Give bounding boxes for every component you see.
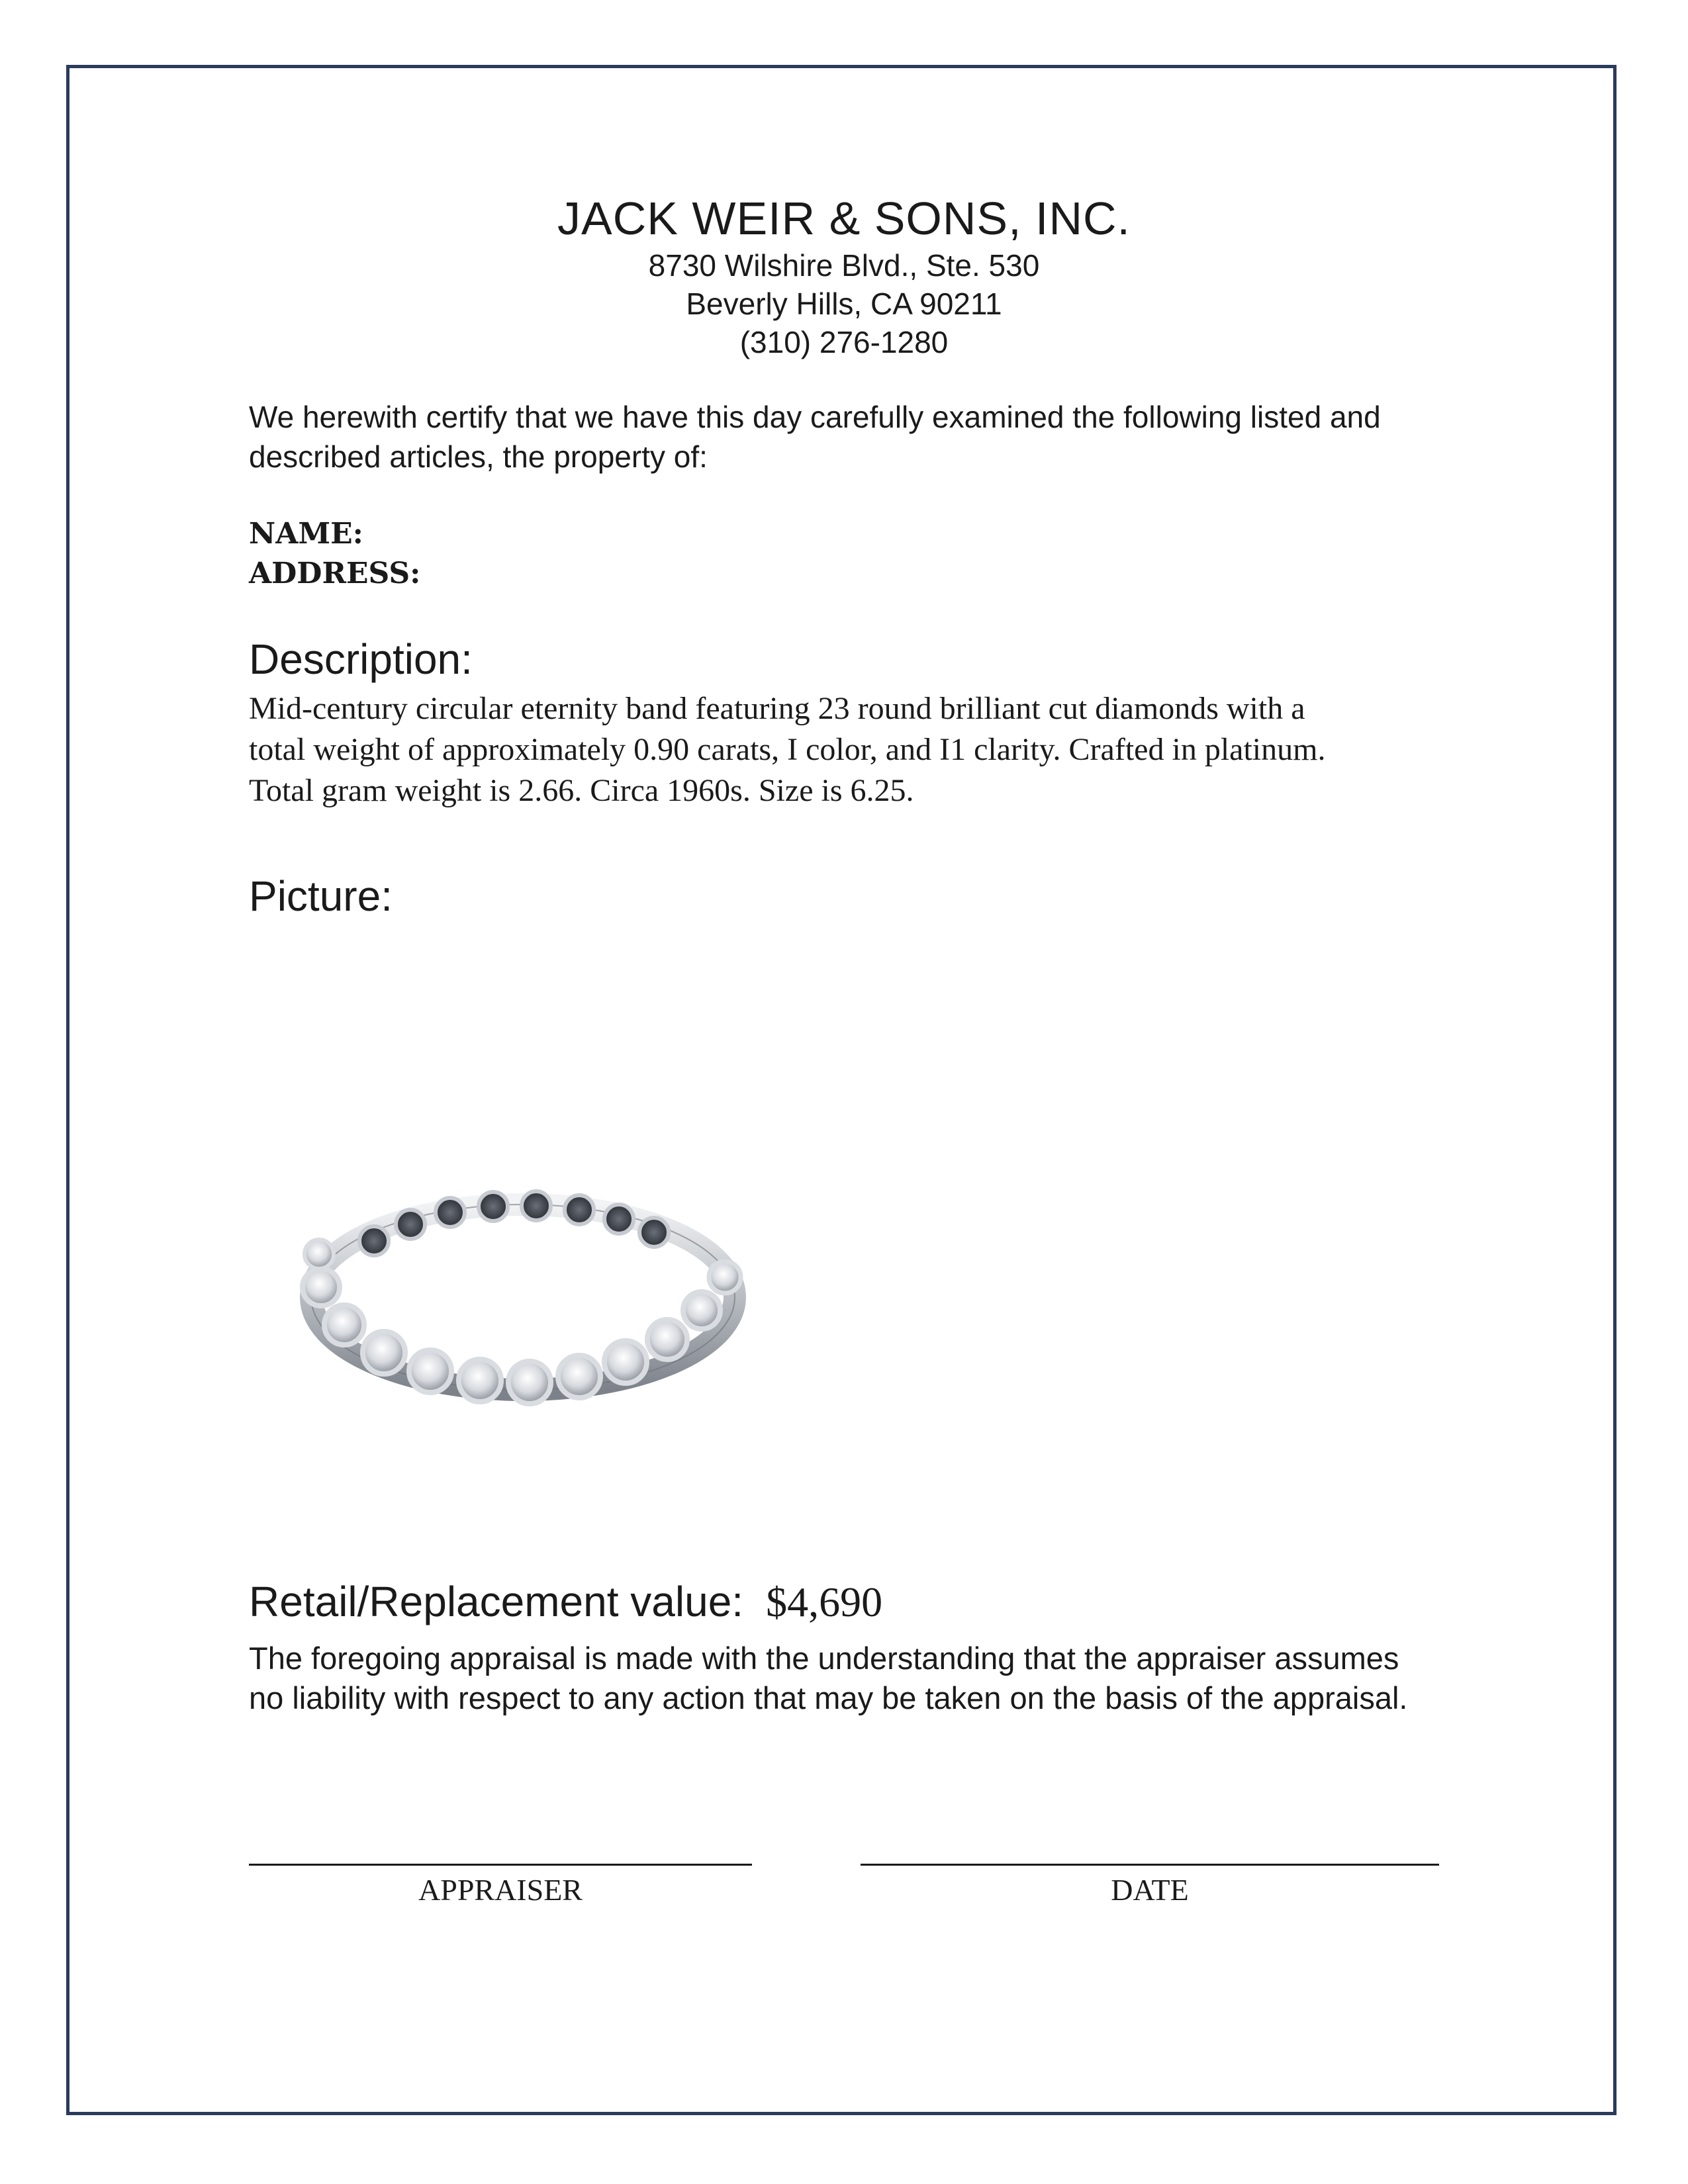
address-line-2: Beverly Hills, CA 90211 — [686, 287, 1002, 321]
valuation-label: Retail/Replacement value: — [249, 1578, 744, 1625]
disclaimer-text — [249, 1639, 1474, 1718]
certification-line-2: described articles, the property of: — [249, 439, 708, 474]
valuation-amount: $4,690 — [766, 1578, 883, 1625]
certification-line-1: We herewith certify that we have this day carefully examined the following listed and — [249, 400, 1381, 434]
description-line-3: Total gram weight is 2.66. Circa 1960s. Size is 6.25. — [249, 773, 914, 808]
date-label: DATE — [1111, 1873, 1189, 1907]
phone-number: (310) 276-1280 — [739, 325, 949, 359]
description-line-2: total weight of approximately 0.90 carats, I color, and I1 clarity. Crafted in platinum. — [249, 732, 1326, 767]
valuation-row — [249, 1575, 882, 1629]
letterhead — [0, 191, 1688, 361]
address-label: ADDRESS: — [249, 557, 421, 590]
certification-text — [249, 397, 1474, 477]
front-stones — [303, 1240, 741, 1404]
date-signature-line — [861, 1864, 1439, 1866]
eternity-band-image — [291, 1178, 755, 1416]
description-heading: Description: — [249, 635, 473, 683]
appraiser-signature-line — [249, 1864, 752, 1866]
disclaimer-line-1: The foregoing appraisal is made with the understanding that the appraiser assumes — [249, 1641, 1399, 1676]
disclaimer-line-2: no liability with respect to any action that may be taken on the basis of the appraisal. — [249, 1680, 1408, 1715]
picture-heading: Picture: — [249, 872, 393, 920]
name-label: NAME: — [249, 517, 363, 551]
ring-picture — [291, 1178, 755, 1416]
appraiser-label: APPRAISER — [418, 1873, 583, 1907]
company-name: JACK WEIR & SONS, INC. — [557, 193, 1131, 244]
description-text — [249, 688, 1440, 811]
description-line-1: Mid-century circular eternity band featuring 23 round brilliant cut diamonds with a — [249, 691, 1305, 726]
page-border — [66, 65, 1617, 2115]
address-line-1: 8730 Wilshire Blvd., Ste. 530 — [648, 248, 1040, 283]
